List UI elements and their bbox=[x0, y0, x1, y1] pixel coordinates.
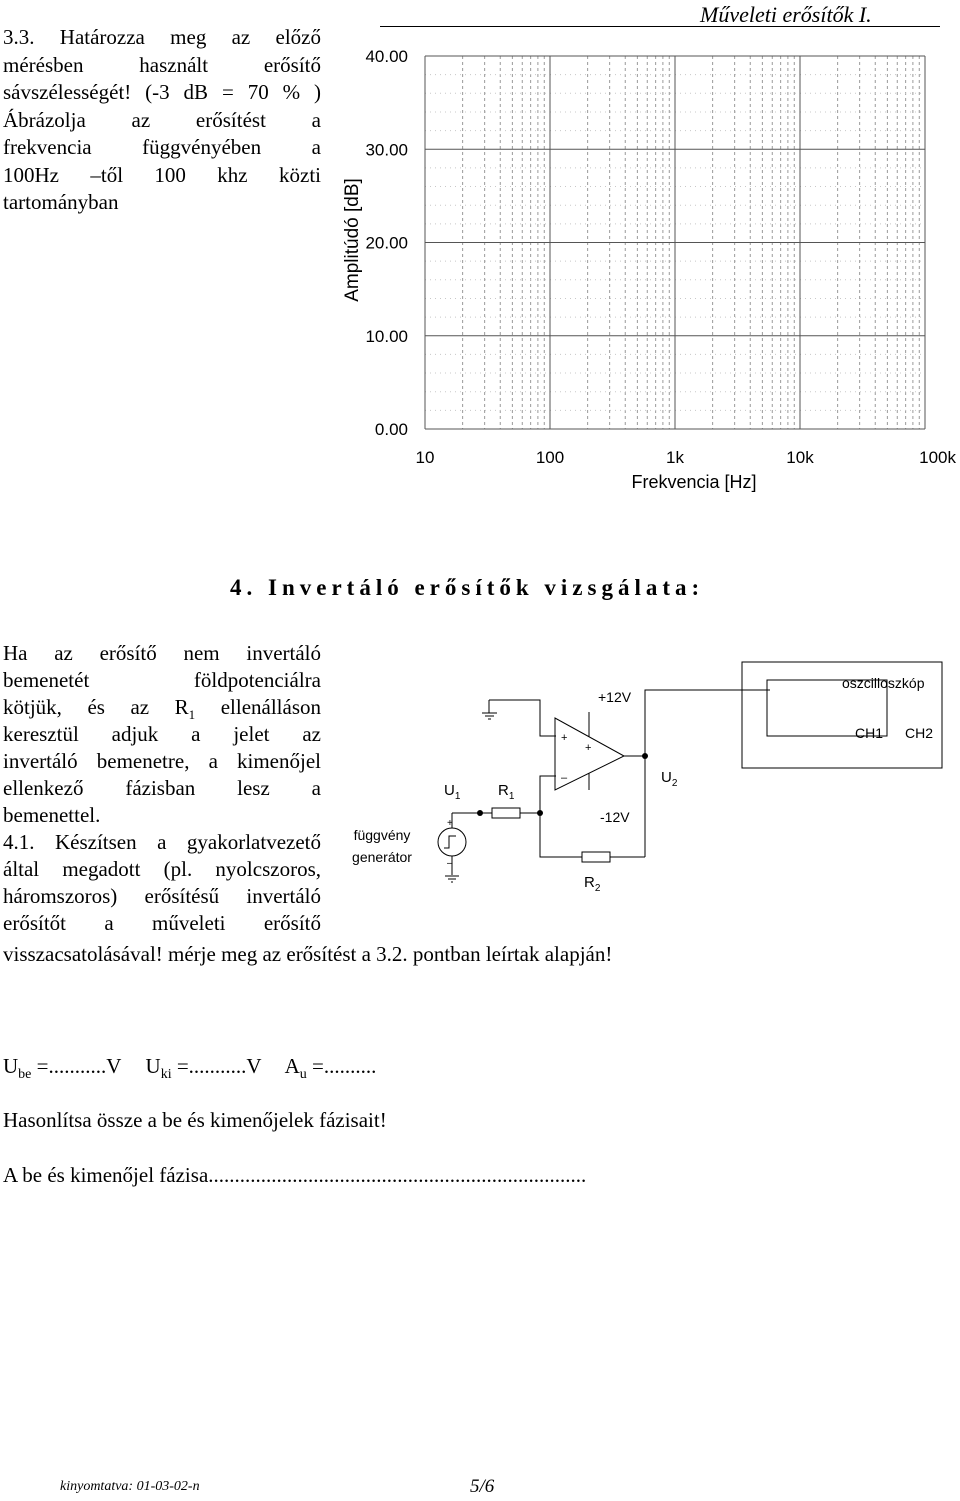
description-r1-prefix: kötjük, és az R bbox=[3, 695, 189, 719]
chart-x-tick-label: 100k bbox=[919, 448, 956, 467]
channel-2-label: CH2 bbox=[905, 725, 934, 741]
footer-print-stamp: kinyomtatva: 01-03-02-n bbox=[60, 1479, 200, 1494]
chart-y-tick-label: 20.00 bbox=[365, 233, 408, 253]
phase-answer-field[interactable]: A be és kimenőjel fázisa........................................................................ bbox=[3, 1163, 587, 1187]
description-line: által megadott (pl. nyolcszoros, bbox=[3, 857, 321, 881]
node-dot bbox=[537, 810, 543, 816]
chart-x-tick-label: 10 bbox=[415, 448, 435, 467]
chart-x-tick-label: 10k bbox=[786, 448, 814, 467]
description-line: bemenettel. bbox=[3, 803, 101, 827]
r2-label: $R_2$ bbox=[584, 874, 601, 894]
description-line: Ha az erősítő nem invertáló bbox=[3, 641, 321, 665]
non-inverting-input-wire bbox=[489, 700, 556, 736]
chart-y-tick-label: 40.00 bbox=[365, 47, 408, 66]
node-dot bbox=[477, 810, 483, 816]
function-generator-symbol bbox=[438, 828, 466, 856]
task-3-3-line: Ábrázolja az erősítést a bbox=[3, 107, 321, 132]
compare-instruction: Hasonlítsa össze a be és kimenőjelek fázisait! bbox=[3, 1108, 387, 1132]
r2-left-wire bbox=[540, 813, 582, 857]
task-3-3-line: 3.3. Határozza meg az előző bbox=[3, 25, 321, 49]
negative-supply-label: -12V bbox=[600, 809, 630, 825]
description-line: invertáló bemenetre, a kimenőjel bbox=[3, 749, 321, 773]
task-3-3-line: tartományban bbox=[3, 190, 119, 214]
description-line: keresztül adjuk a jelet az bbox=[3, 722, 321, 746]
scope-ch1-wire bbox=[645, 690, 770, 756]
generator-minus-sign: – bbox=[447, 858, 453, 869]
op-amp-minus-sign: – bbox=[561, 772, 568, 784]
chart-x-tick-label: 100 bbox=[535, 448, 565, 467]
inverting-input-wire bbox=[520, 776, 556, 813]
ground-symbol bbox=[445, 876, 459, 882]
channel-1-label: CH1 bbox=[855, 725, 884, 741]
generator-waveform-icon bbox=[444, 836, 456, 848]
chart-y-tick-label: 30.00 bbox=[365, 140, 408, 160]
u-be-field[interactable]: $U_{be} =...........V$ bbox=[3, 1054, 122, 1083]
chart-x-axis-label: Frekvencia [Hz] bbox=[631, 472, 757, 492]
header-title: Műveleti erősítők I. bbox=[700, 2, 872, 27]
chart-y-tick-label: 0.00 bbox=[374, 420, 408, 439]
oscilloscope-label: oszcilloszkóp bbox=[842, 675, 925, 691]
footer-page-number: 5/6 bbox=[470, 1476, 495, 1497]
chart-x-tick-label: 1k bbox=[666, 448, 684, 467]
section-heading: 4. Invertáló erősítők vizsgálata: bbox=[230, 575, 705, 600]
description-r1-sub: 1 bbox=[188, 707, 196, 723]
op-amp-supply-plus-sign: + bbox=[585, 742, 592, 754]
task-3-3-line: sávszélességét! (-3 dB = 70 % ) bbox=[3, 80, 321, 104]
op-amp-plus-sign: + bbox=[561, 732, 568, 744]
generator-label: függvény bbox=[353, 827, 411, 843]
description-line: 4.1. Készítsen a gyakorlatvezető bbox=[3, 830, 321, 854]
chart-y-axis-label: Amplitúdó [dB] bbox=[342, 178, 363, 302]
u-ki-field[interactable]: $U_{ki} =...........V$ bbox=[145, 1054, 262, 1083]
r1-label: $R_1$ bbox=[498, 782, 515, 802]
generator-label: generátor bbox=[352, 849, 412, 865]
u1-label: $U_1$ bbox=[444, 782, 461, 802]
description-line: bemenetét földpotenciálra bbox=[3, 668, 321, 692]
task-3-3-line: frekvencia függvényében a bbox=[3, 135, 321, 159]
description-r1-suffix: ellenálláson bbox=[195, 695, 322, 719]
task-3-3-line: mérésben használt erősítő bbox=[3, 52, 321, 77]
ground-symbol bbox=[482, 700, 497, 719]
node-dot bbox=[642, 753, 648, 759]
generator-plus-sign: + bbox=[447, 818, 453, 829]
positive-supply-label: +12V bbox=[598, 689, 632, 705]
description-line: erősítőt a műveleti erősítő bbox=[3, 911, 321, 935]
r2-resistor bbox=[582, 852, 610, 862]
task-3-3-line: 100Hz –től 100 khz közti bbox=[3, 162, 321, 187]
measurement-fields bbox=[3, 1054, 376, 1083]
description-line: ellenkező fázisban lesz a bbox=[3, 776, 321, 800]
u2-label: $U_2$ bbox=[661, 769, 678, 789]
chart-y-tick-label: 10.00 bbox=[365, 326, 408, 346]
description-line: visszacsatolásával! mérje meg az erősítést a 3.2. pontban leírtak alapján! bbox=[3, 942, 613, 966]
r1-resistor bbox=[492, 808, 520, 818]
a-u-field[interactable]: $A_u$ =.......... bbox=[284, 1054, 377, 1083]
description-line: háromszoros) erősítésű invertáló bbox=[3, 884, 321, 908]
